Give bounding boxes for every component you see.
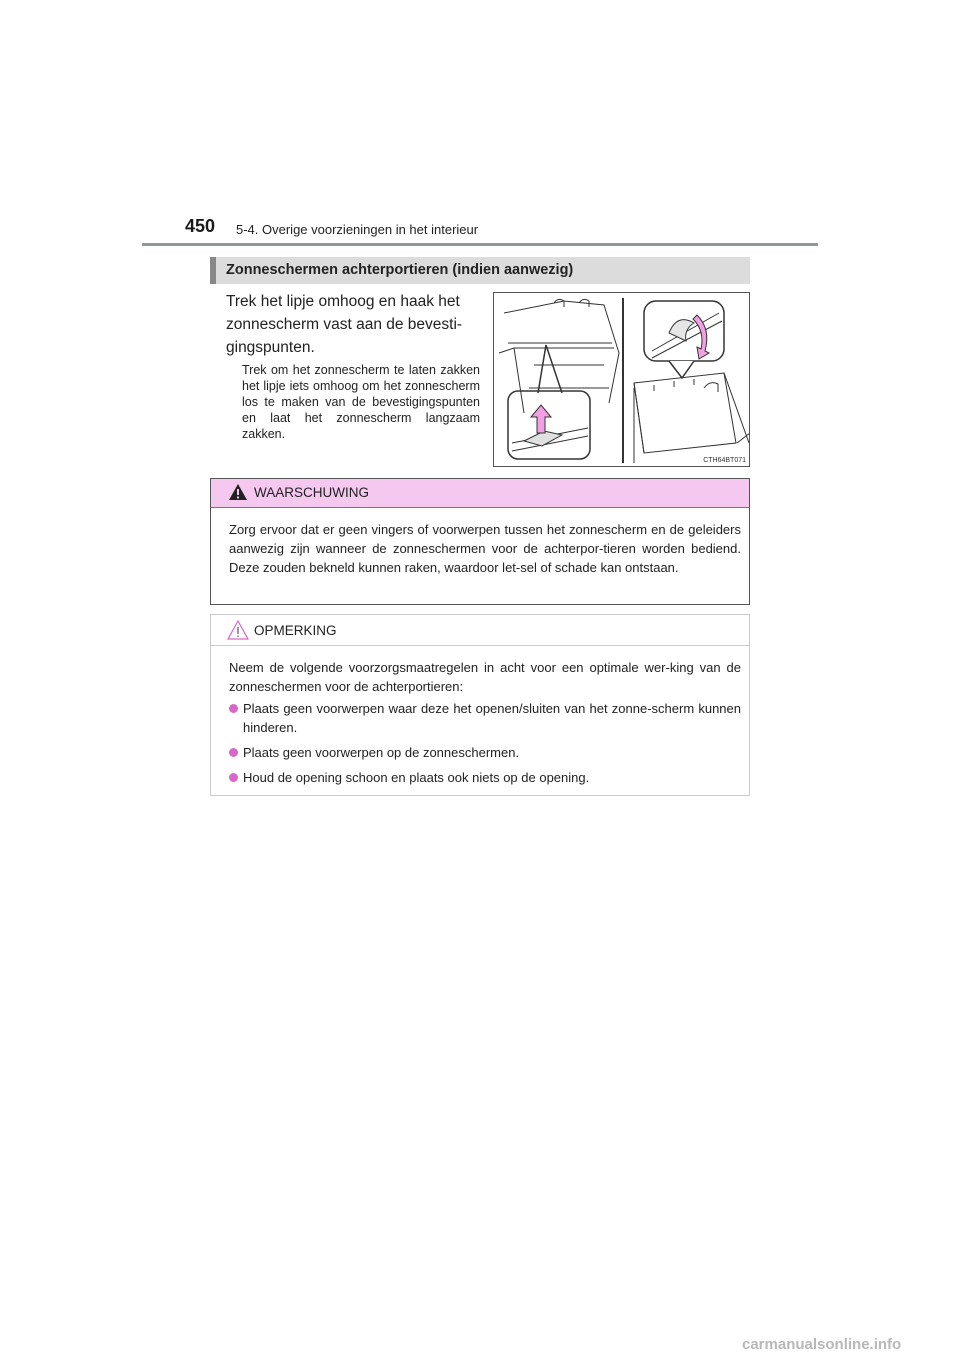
instruction-text: Trek het lipje omhoog en haak het zonnescherm vast aan de bevesti-gingspunten. [226, 293, 463, 356]
list-item: Plaats geen voorwerpen waar deze het openen/sluiten van het zonne-scherm kunnen hinderen. [229, 699, 741, 737]
sunshade-illustration [493, 292, 750, 467]
notice-list [229, 699, 741, 793]
caution-triangle-icon [227, 620, 249, 645]
up-arrow-icon [531, 405, 551, 433]
warning-header [211, 479, 749, 508]
warning-triangle-icon [228, 483, 248, 506]
bullet-icon [229, 704, 238, 713]
chapter-title: 5-4. Overige voorzieningen in het interieur [236, 222, 479, 237]
notice-header [211, 615, 749, 646]
header-rule [142, 243, 818, 246]
warning-text: Zorg ervoor dat er geen vingers of voorwerpen tussen het zonnescherm en de geleiders aanwezig zijn wanneer de zonneschermen voor de achterpor-tieren worden bediend. Deze zouden bekneld kunnen raken, waardoor let-sel of schade kan ontstaan. [229, 522, 741, 575]
sub-instruction-text: Trek om het zonnescherm te laten zakken het lipje iets omhoog om het zonnescherm los te maken van de bevestigingspunten en laat het zonnescherm langzaam zakken. [242, 363, 480, 441]
list-item: Houd de opening schoon en plaats ook niets op de opening. [229, 768, 741, 787]
bullet-icon [229, 773, 238, 782]
page-number: 450 [185, 216, 216, 236]
curved-arrow-icon [693, 315, 709, 359]
list-item: Plaats geen voorwerpen op de zonneschermen. [229, 743, 741, 762]
notice-box [210, 614, 750, 796]
warning-label: WAARSCHUWING [254, 485, 369, 500]
watermark: carmanualsonline.info [742, 1336, 902, 1353]
bullet-icon [229, 748, 238, 757]
section-heading: Zonneschermen achterportieren (indien aanwezig) [210, 257, 750, 284]
notice-label: OPMERKING [254, 623, 337, 638]
notice-intro: Neem de volgende voorzorgsmaatregelen in acht voor een optimale wer-king van de zonneschermen voor de achterportieren: [229, 660, 741, 694]
sunshade-drawing [494, 293, 750, 467]
illustration-code: CTH64BT071 [703, 457, 746, 464]
warning-box [210, 478, 750, 605]
